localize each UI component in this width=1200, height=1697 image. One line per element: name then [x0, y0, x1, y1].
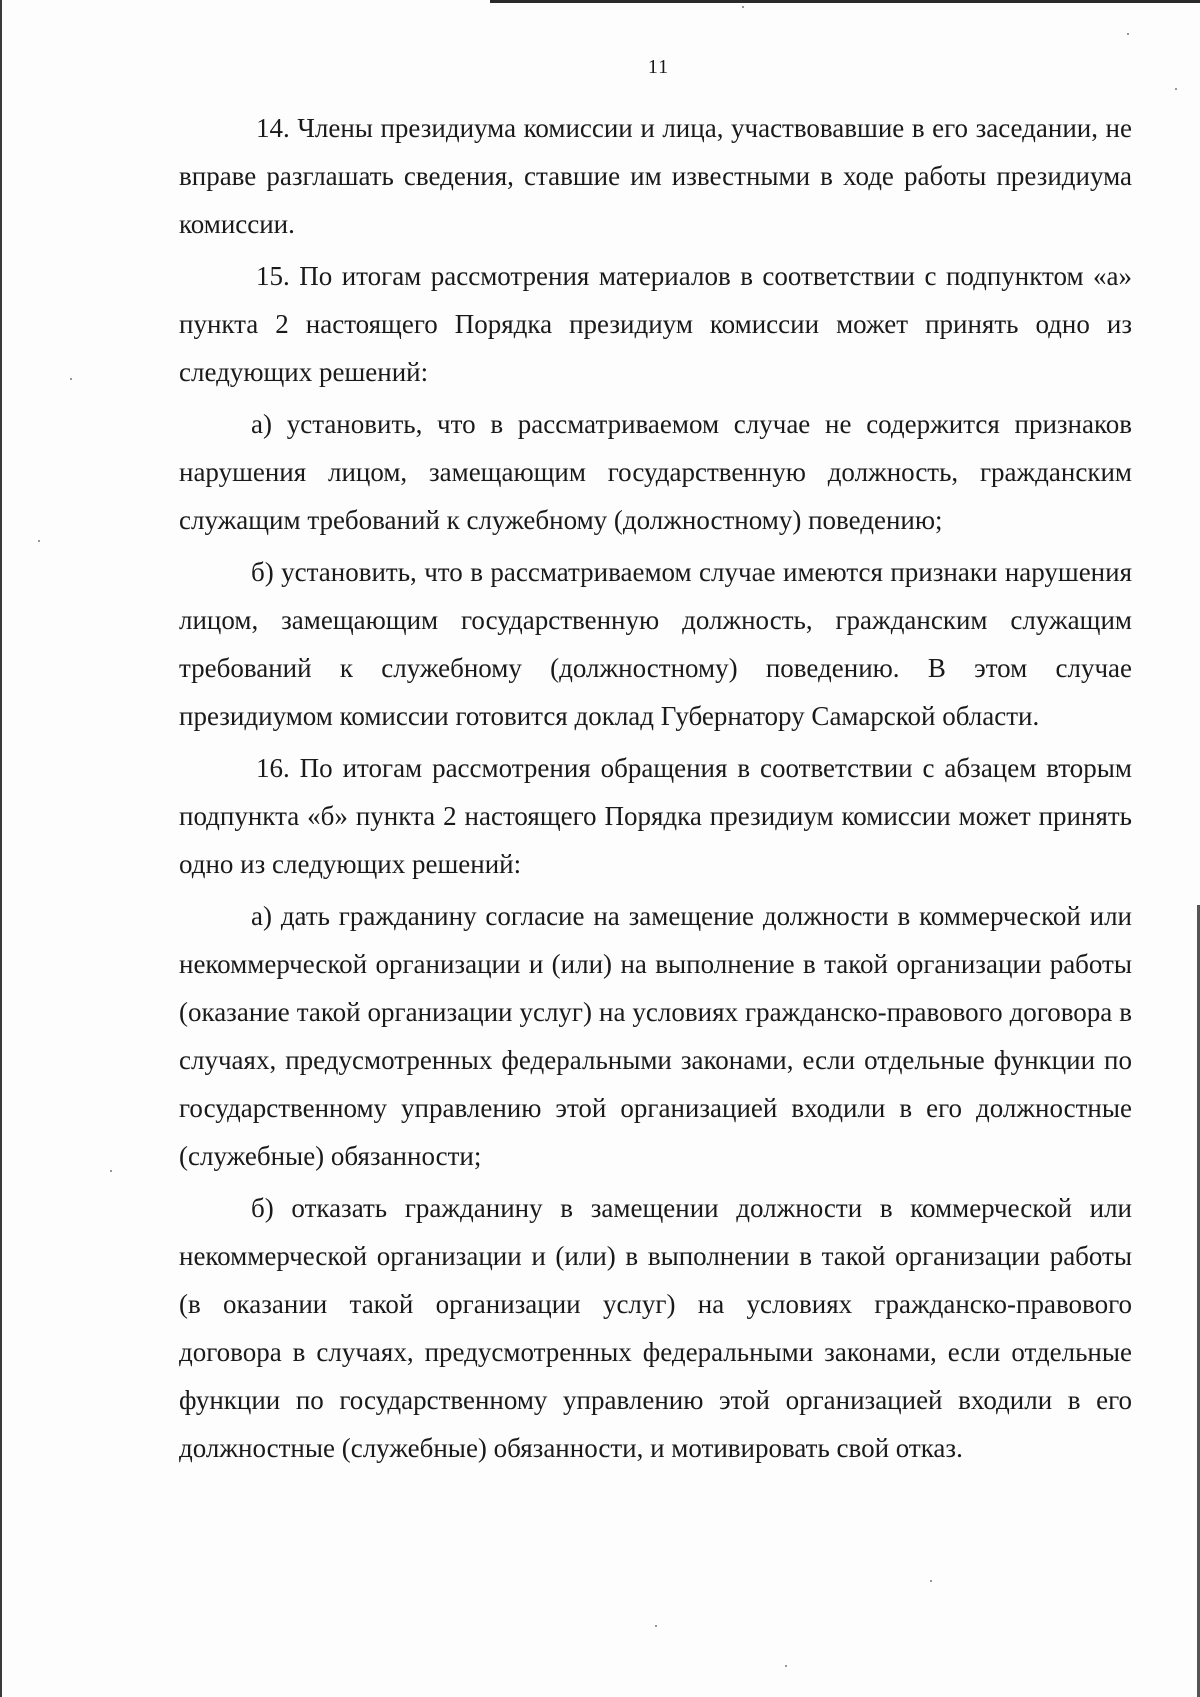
scan-speck [1127, 33, 1129, 35]
scan-top-edge [490, 0, 1200, 3]
paragraph-16: 16. По итогам рассмотрения обращения в соответствии с абзацем вторым подпункта «б» пункта 2 настоящего Порядка президиум комиссии может принять одно из следующих решений: [179, 753, 1132, 879]
paragraph-15: 15. По итогам рассмотрения материалов в соответствии с подпунктом «а» пункта 2 настоящего Порядка президиум комиссии может принять одно из следующих решений: [179, 261, 1132, 387]
scan-speck [785, 1665, 787, 1667]
paragraph-14: 14. Члены президиума комиссии и лица, участвовавшие в его заседании, не вправе разглашать сведения, ставшие им известными в ходе работы президиума комиссии. [179, 113, 1132, 239]
scan-speck [70, 378, 72, 380]
scan-speck [110, 1170, 112, 1172]
scan-speck [1175, 88, 1177, 90]
paragraph-16-a: а) дать гражданину согласие на замещение должности в коммерческой или некоммерческой организации и (или) на выполнение в такой организации работы (оказание такой организации услуг) на условиях гражданско-правового договора в случаях, предусмотренных федеральными законами, если отдельные функции по государственному управлению этой организацией входили в его должностные (служебные) обязанности; [179, 901, 1132, 1171]
paragraph-15-b: б) установить, что в рассматриваемом случае имеются признаки нарушения лицом, замещающим государственную должность, гражданским служащим требований к служебному (должностному) поведению. В этом случае президиумом комиссии готовится доклад Губернатору Самарской области. [179, 557, 1132, 731]
scan-left-edge [0, 0, 2, 1697]
page-number: 11 [647, 56, 670, 78]
scan-speck [655, 1625, 657, 1627]
scan-speck [930, 1580, 932, 1582]
document-body [179, 104, 1132, 1476]
scan-speck [742, 6, 744, 8]
paragraph-16-b: б) отказать гражданину в замещении должности в коммерческой или некоммерческой организации и (или) в выполнении в такой организации работы (в оказании такой организации услуг) на условиях гражданско-правового договора в случаях, предусмотренных федеральными законами, если отдельные функции по государственному управлению этой организацией входили в его должностные (служебные) обязанности, и мотивировать свой отказ. [179, 1193, 1132, 1463]
scan-speck [38, 540, 40, 542]
paragraph-15-a: а) установить, что в рассматриваемом случае не содержится признаков нарушения лицом, замещающим государственную должность, гражданским служащим требований к служебному (должностному) поведению; [179, 409, 1132, 535]
